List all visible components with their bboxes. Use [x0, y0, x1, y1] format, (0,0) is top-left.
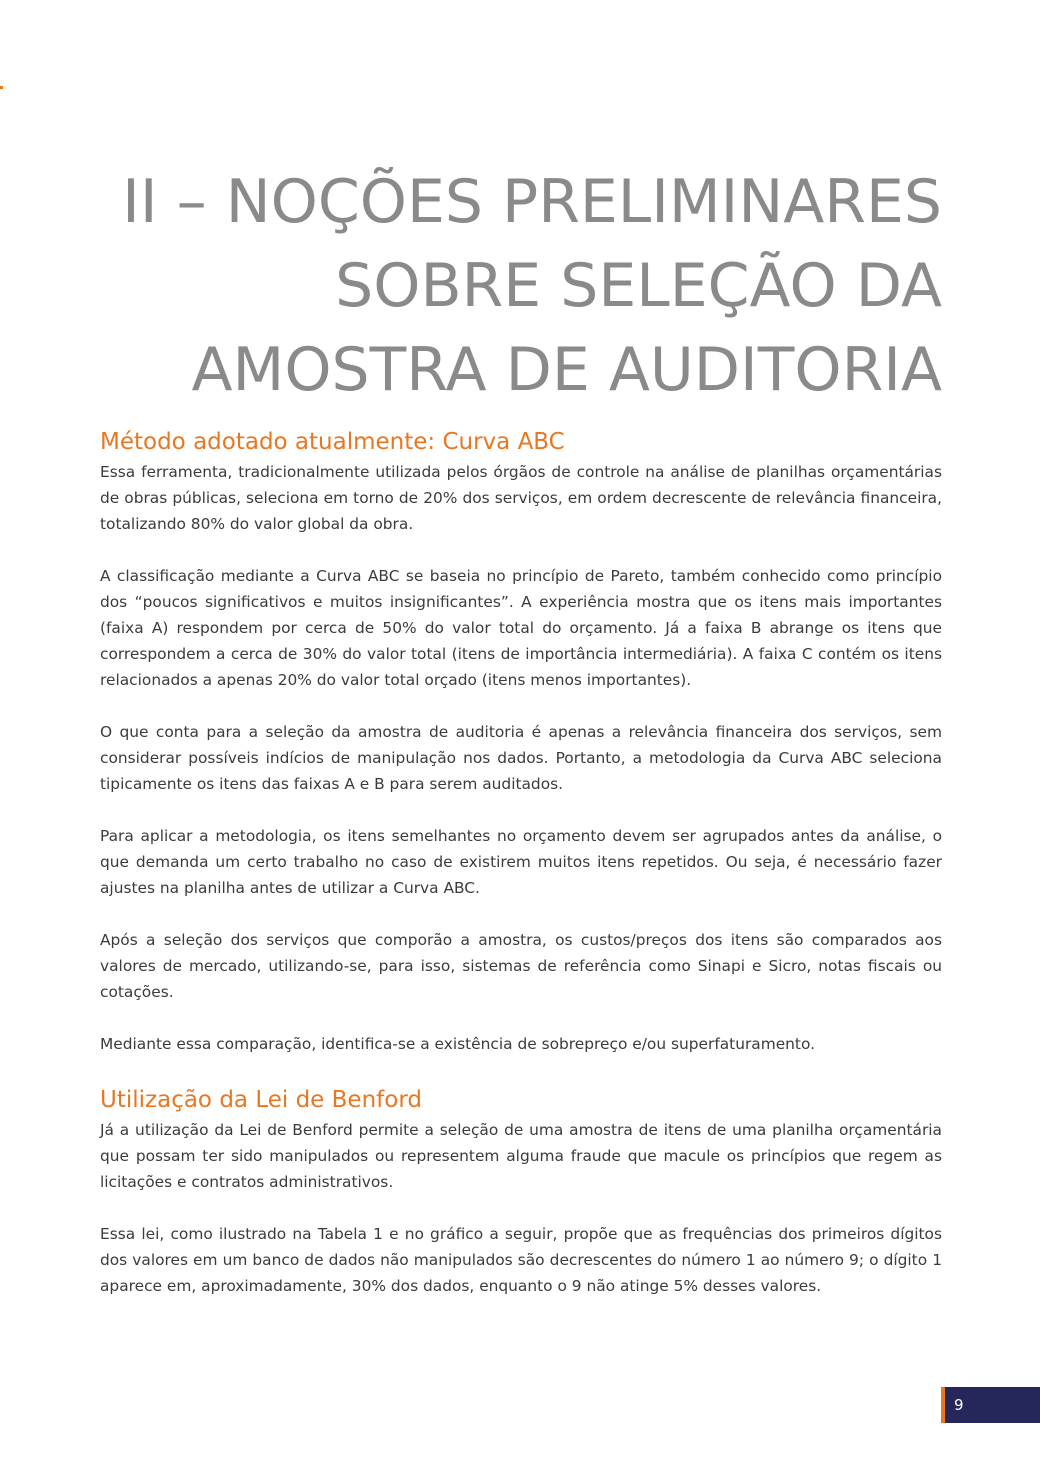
paragraph: Após a seleção dos serviços que comporão a amostra, os custos/preços dos itens são comparados aos valores de mercado, utilizando-se, para isso, sistemas de referência como Sinapi e Sicro, notas fiscais ou cotações.: [100, 931, 942, 1001]
paragraph: A classificação mediante a Curva ABC se baseia no princípio de Pareto, também conhecido como princípio dos “poucos significativos e muitos insignificantes”. A experiência mostra que os itens mais importantes (faixa A) respondem por cerca de 50% do valor total do orçamento. Já a faixa B abrange os itens que correspondem a cerca de 30% do valor total (itens de importância intermediária). A faixa C contém os itens relacionados a apenas 20% do valor total orçado (itens menos importantes).: [100, 567, 942, 689]
paragraph: Mediante essa comparação, identifica-se a existência de sobrepreço e/ou superfaturamento.: [100, 1035, 816, 1053]
chapter-title-line: SOBRE SELEÇÃO DA: [335, 251, 942, 321]
section-heading-curva-abc: Método adotado atualmente: Curva ABC: [100, 429, 565, 455]
page-content: [100, 425, 942, 1325]
paragraph: Essa lei, como ilustrado na Tabela 1 e no gráfico a seguir, propõe que as frequências dos primeiros dígitos dos valores em um banco de dados não manipulados são decrescentes do número 1 ao número 9; o dígito 1 aparece em, aproximadamente, 30% dos dados, enquanto o 9 não atinge 5% desses valores.: [100, 1225, 942, 1295]
section-heading-lei-de-benford: Utilização da Lei de Benford: [100, 1087, 422, 1113]
chapter-title-line: II – NOÇÕES PRELIMINARES: [122, 167, 942, 237]
chapter-title: [100, 160, 942, 412]
chapter-title-line: AMOSTRA DE AUDITORIA: [191, 335, 942, 405]
page-number: 9: [941, 1387, 1040, 1423]
paragraph: Para aplicar a metodologia, os itens semelhantes no orçamento devem ser agrupados antes da análise, o que demanda um certo trabalho no caso de existirem muitos itens repetidos. Ou seja, é necessário fazer ajustes na planilha antes de utilizar a Curva ABC.: [100, 827, 942, 897]
corner-mark: [0, 86, 3, 89]
paragraph: Essa ferramenta, tradicionalmente utilizada pelos órgãos de controle na análise de planilhas orçamentárias de obras públicas, seleciona em torno de 20% dos serviços, em ordem decrescente de relevância financeira, totalizando 80% do valor global da obra.: [100, 463, 942, 533]
paragraph: Já a utilização da Lei de Benford permite a seleção de uma amostra de itens de uma planilha orçamentária que possam ter sido manipulados ou representem alguma fraude que macule os princípios que regem as licitações e contratos administrativos.: [100, 1121, 942, 1191]
paragraph: O que conta para a seleção da amostra de auditoria é apenas a relevância financeira dos serviços, sem considerar possíveis indícios de manipulação nos dados. Portanto, a metodologia da Curva ABC seleciona tipicamente os itens das faixas A e B para serem auditados.: [100, 723, 942, 793]
